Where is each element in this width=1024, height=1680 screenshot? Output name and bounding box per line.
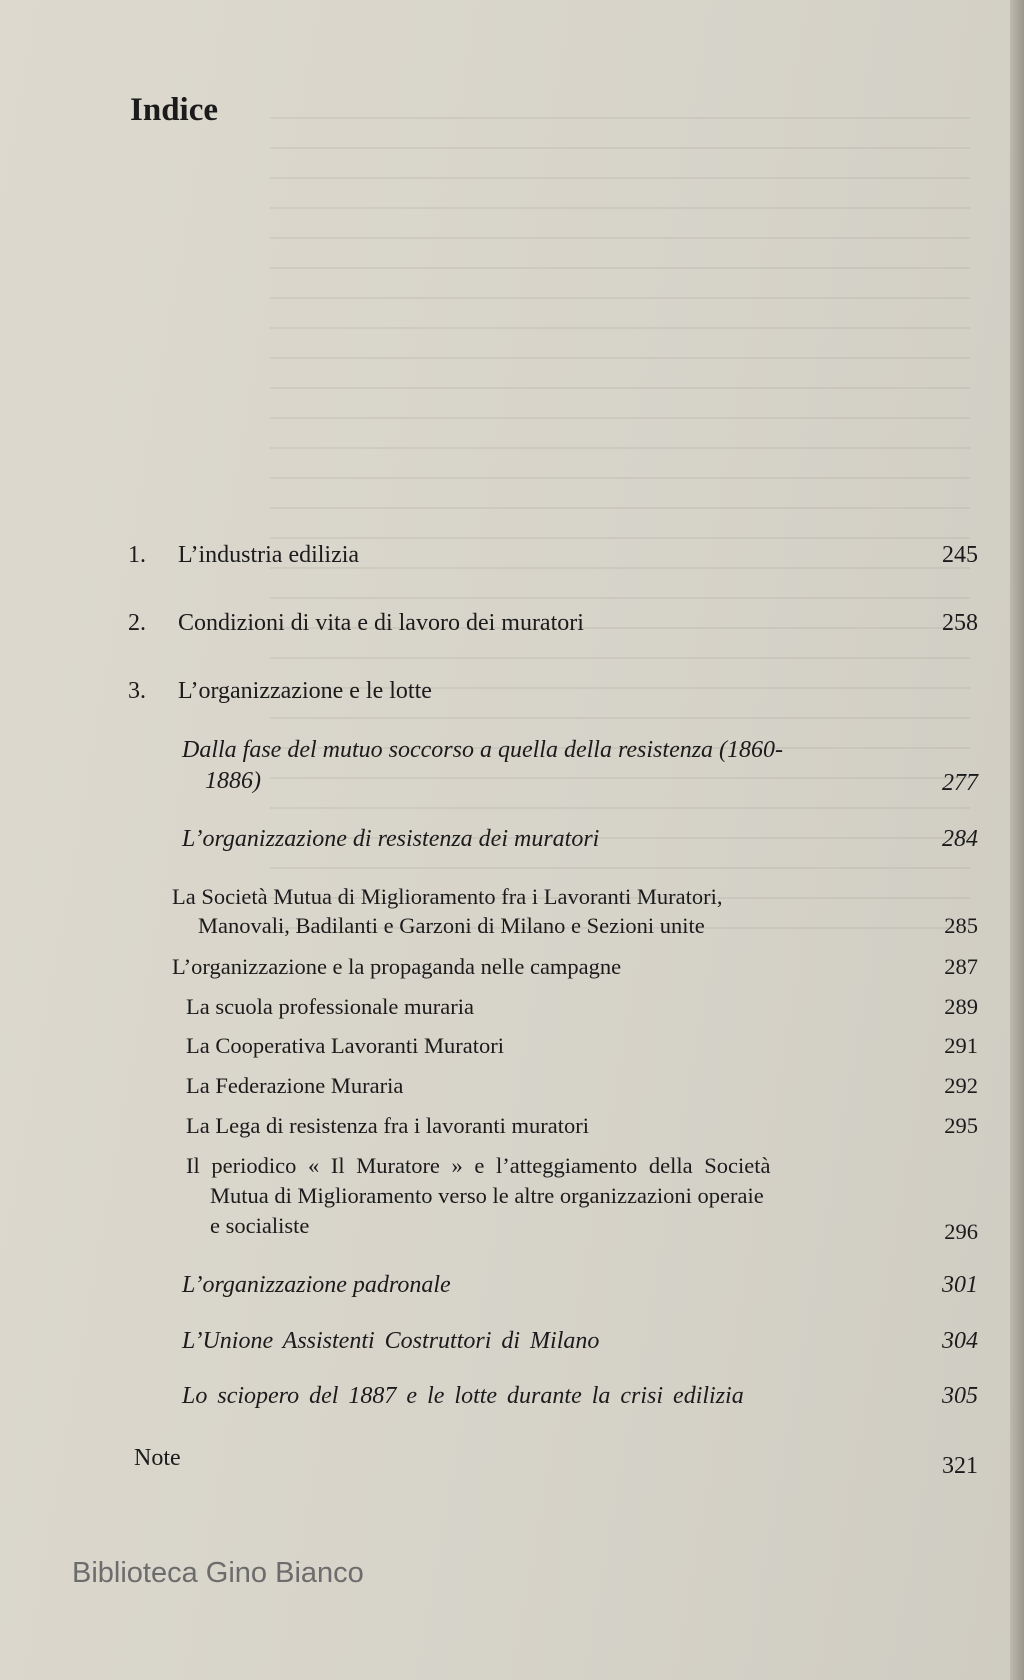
subsection-title: La Lega di resistenza fra i lavoranti muratori xyxy=(186,1113,589,1138)
subsection-title-line: La Società Mutua di Miglioramento fra i Lavoranti Muratori, xyxy=(172,884,723,909)
chapter-title: Condizioni di vita e di lavoro dei muratori xyxy=(178,610,584,636)
chapter-title: L’organizzazione e le lotte xyxy=(178,678,432,704)
subsection-title-line: Il periodico « Il Muratore » e l’atteggiamento della Società xyxy=(186,1153,771,1178)
section-title-line: Dalla fase del mutuo soccorso a quella della resistenza (1860- xyxy=(182,737,784,763)
page-edge xyxy=(1010,0,1024,1680)
subsection-title: La Cooperativa Lavoranti Muratori xyxy=(186,1033,505,1058)
subsection-title-line: Mutua di Miglioramento verso le altre organizzazioni operaie xyxy=(210,1183,764,1208)
chapter-number: 2. xyxy=(128,610,146,636)
page-number: 305 xyxy=(942,1383,978,1409)
library-watermark: Biblioteca Gino Bianco xyxy=(72,1557,364,1589)
subsection-title-line: e socialiste xyxy=(210,1213,310,1238)
page-number: 245 xyxy=(942,542,978,568)
notes-title: Note xyxy=(134,1445,181,1471)
section-title: L’Unione Assistenti Costruttori di Milano xyxy=(182,1328,600,1354)
page-number: 287 xyxy=(944,954,978,979)
page-number: 321 xyxy=(942,1453,978,1479)
section-title: L’organizzazione padronale xyxy=(182,1272,451,1298)
subsection-title-line: Manovali, Badilanti e Garzoni di Milano e Sezioni unite xyxy=(198,913,705,938)
chapter-number: 3. xyxy=(128,678,146,704)
section-title-line: 1886) xyxy=(205,768,261,794)
section-title: Lo sciopero del 1887 e le lotte durante la crisi edilizia xyxy=(182,1383,744,1409)
subsection-title: La Federazione Muraria xyxy=(186,1073,404,1098)
page-number: 301 xyxy=(942,1272,978,1298)
section-title: L’organizzazione di resistenza dei muratori xyxy=(182,826,600,852)
page-number: 296 xyxy=(944,1219,978,1244)
page-number: 284 xyxy=(942,826,978,852)
page-number: 295 xyxy=(944,1113,978,1138)
subsection-title: L’organizzazione e la propaganda nelle campagne xyxy=(172,954,622,979)
page-number: 285 xyxy=(944,913,978,938)
chapter-number: 1. xyxy=(128,542,146,568)
chapter-title: L’industria edilizia xyxy=(178,542,360,568)
page-number: 291 xyxy=(944,1033,978,1058)
page-number: 292 xyxy=(944,1073,978,1098)
subsection-title: La scuola professionale muraria xyxy=(186,994,475,1019)
page-number: 289 xyxy=(944,994,978,1019)
page-number: 277 xyxy=(942,770,978,796)
page-number: 258 xyxy=(942,610,978,636)
page-title: Indice xyxy=(130,92,219,128)
page-number: 304 xyxy=(942,1328,978,1354)
